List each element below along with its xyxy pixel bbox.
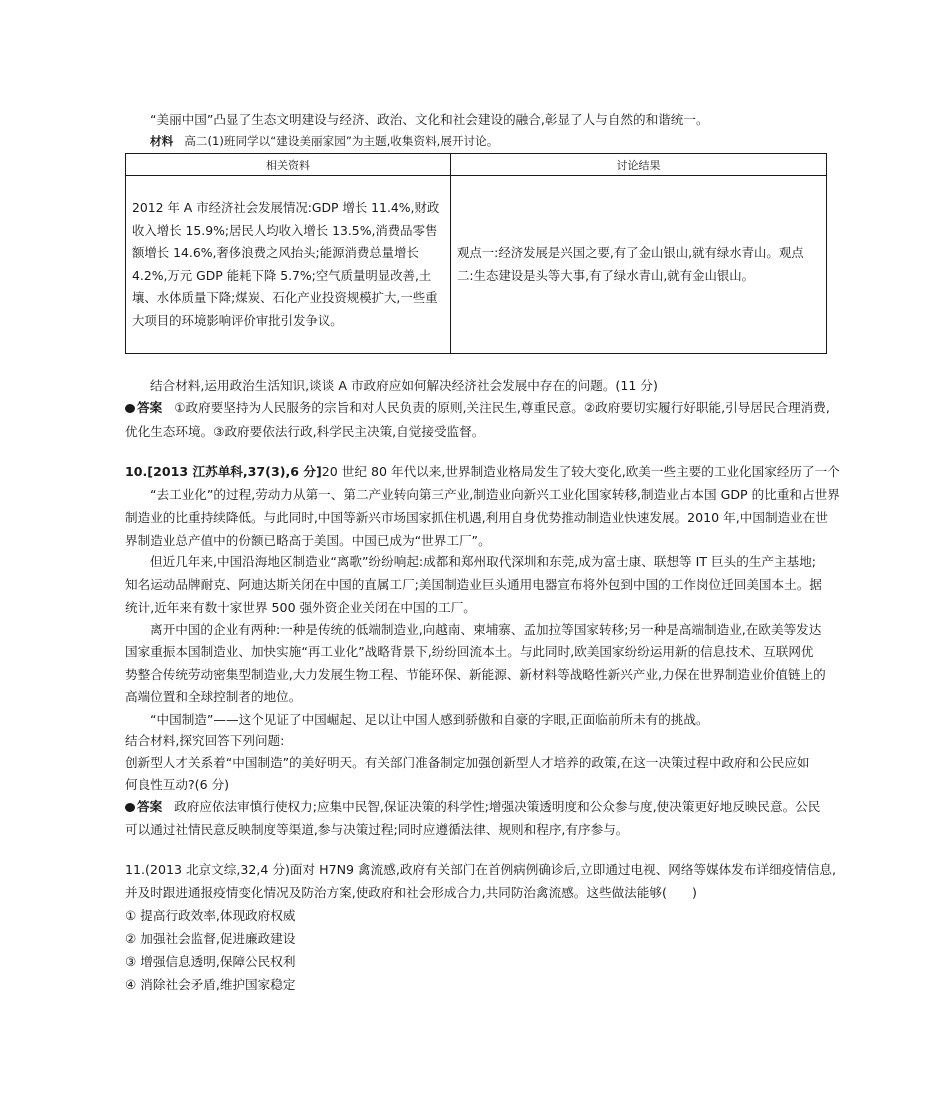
table-header-results: 讨论结果 [451,154,827,176]
q9-question: 结合材料,运用政治生活知识,谈谈 A 市政府应如何解决经济社会发展中存在的问题。(11 分) [150,378,658,393]
q10-line: 国家重振本国制造业、加快实施“再工业化”战略背景下,纷纷回流本土。与此同时,欧美国家纷纷运用新的信息技术、互联网优 [125,644,814,659]
intro-line: “美丽中国”凸显了生态文明建设与经济、政治、文化和社会建设的融合,彰显了人与自然的和谐统一。 [150,112,709,127]
table-body-row [126,176,827,354]
material-text: 高二(1)班同学以“建设美丽家园”为主题,收集资料,展开讨论。 [184,134,499,148]
q10-line: 离开中国的企业有两种:一种是传统的低端制造业,向越南、柬埔寨、孟加拉等国家转移;另一种是高端制造业,在欧美等发达 [150,622,822,637]
materials-line: 2012 年 A 市经济社会发展情况:GDP 增长 11.4%,财政 [132,200,440,215]
q10-line: 高端位置和全球控制者的地位。 [125,689,302,704]
q10-answer [125,796,827,818]
q9-answer [125,397,830,419]
q11-option: ③ 增强信息透明,保障公民权利 [125,954,296,969]
q10-first-line [125,461,840,483]
q9-answer-cont: 优化生态环境。③政府要依法行政,科学民主决策,自觉接受监督。 [125,424,485,439]
materials-line: 额增长 14.6%,奢侈浪费之风抬头;能源消费总量增长 [132,245,419,260]
q11-option: ② 加强社会监督,促进廉政建设 [125,931,296,946]
materials-line: 收入增长 15.9%;居民人均收入增长 13.5%,消费品零售 [132,222,438,238]
q10-answer-cont: 可以通过社情民意反映制度等渠道,参与决策过程;同时应遵循法律、规则和程序,有序参与。 [125,822,629,837]
materials-line: 壤、水体质量下降;煤炭、石化产业投资规模扩大,一些重 [132,290,438,305]
q11-option: ④ 消除社会矛盾,维护国家稳定 [125,977,296,992]
q10-line: 界制造业总产值中的份额已略高于美国。中国已成为“世界工厂”。 [125,533,491,548]
q10-text: 20 世纪 80 年代以来,世界制造业格局发生了较大变化,欧美一些主要的工业化国家经历了一个 [321,464,840,479]
q10-line: 创新型人才关系着“中国制造”的美好明天。有关部门准备制定加强创新型人才培养的政策,在这一决策过程中政府和公民应如 [125,755,810,770]
materials-cell [126,176,451,354]
q11-line: 并及时跟进通报疫情变化情况及防治方案,使政府和社会形成合力,共同防治禽流感。这些做法能够( ) [125,885,697,900]
material-label: 材料 [150,134,174,148]
answer-label: 答案 [125,799,162,814]
q10-line: 何良性互动?(6 分) [125,777,230,792]
q11-line: 11.(2013 北京文综,32,4 分)面对 H7N9 禽流感,政府有关部门在首例病例确诊后,立即通过电视、网络等媒体发布详细疫情信息, [125,862,837,877]
q9-answer-text: ①政府要坚持为人民服务的宗旨和对人民负责的原则,关注民生,尊重民意。②政府要切实履行好职能,引导居民合理消费, [174,400,830,415]
results-line: 二:生态建设是头等大事,有了绿水青山,就有金山银山。 [457,267,755,283]
q10-line: 结合材料,探究回答下列问题: [125,733,285,748]
q10-line: 统计,近年来有数十家世界 500 强外资企业关闭在中国的工厂。 [125,600,476,615]
q11-option: ① 提高行政效率,体现政府权威 [125,908,296,923]
q10-line: “中国制造”——这个见证了中国崛起、足以让中国人感到骄傲和自豪的字眼,正面临前所未有的挑战。 [150,712,709,727]
results-cell [451,176,827,354]
table-header-row [126,154,827,176]
q10-line: 势整合传统劳动密集型制造业,大力发展生物工程、节能环保、新能源、新材料等战略性新兴产业,力保在世界制造业价值链上的 [125,667,826,682]
q10-answer-text: 政府应依法审慎行使权力;应集中民智,保证决策的科学性;增强决策透明度和公众参与度,使决策更好地反映民意。公民 [174,799,821,814]
q10-line: 制造业的比重持续降低。与此同时,中国等新兴市场国家抓住机遇,利用自身优势推动制造业快速发展。2010 年,中国制造业在世 [125,510,828,525]
answer-label: 答案 [125,400,162,415]
q10-line: 但近几年来,中国沿海地区制造业“离歌”纷纷响起:成都和郑州取代深圳和东莞,成为富士康、联想等 IT 巨头的生产主基地; [150,554,817,569]
material-intro [125,130,827,152]
materials-line: 4.2%,万元 GDP 能耗下降 5.7%;空气质量明显改善,土 [132,267,432,283]
table-header-materials: 相关资料 [126,154,451,176]
q10-line: “去工业化”的过程,劳动力从第一、第二产业转向第三产业,制造业向新兴工业化国家转移,制造业占本国 GDP 的比重和占世界 [150,487,840,502]
q10-line: 知名运动品牌耐克、阿迪达斯关闭在中国的直属工厂;美国制造业巨头通用电器宣布将外包到中国的工作岗位迁回美国本土。据 [125,577,822,592]
results-line: 观点一:经济发展是兴国之要,有了金山银山,就有绿水青山。观点 [457,245,804,260]
q10-source: 10.[2013 江苏单科,37(3),6 分] [125,464,322,479]
materials-line: 大项目的环境影响评价审批引发争议。 [132,312,343,328]
material-table [125,153,827,354]
